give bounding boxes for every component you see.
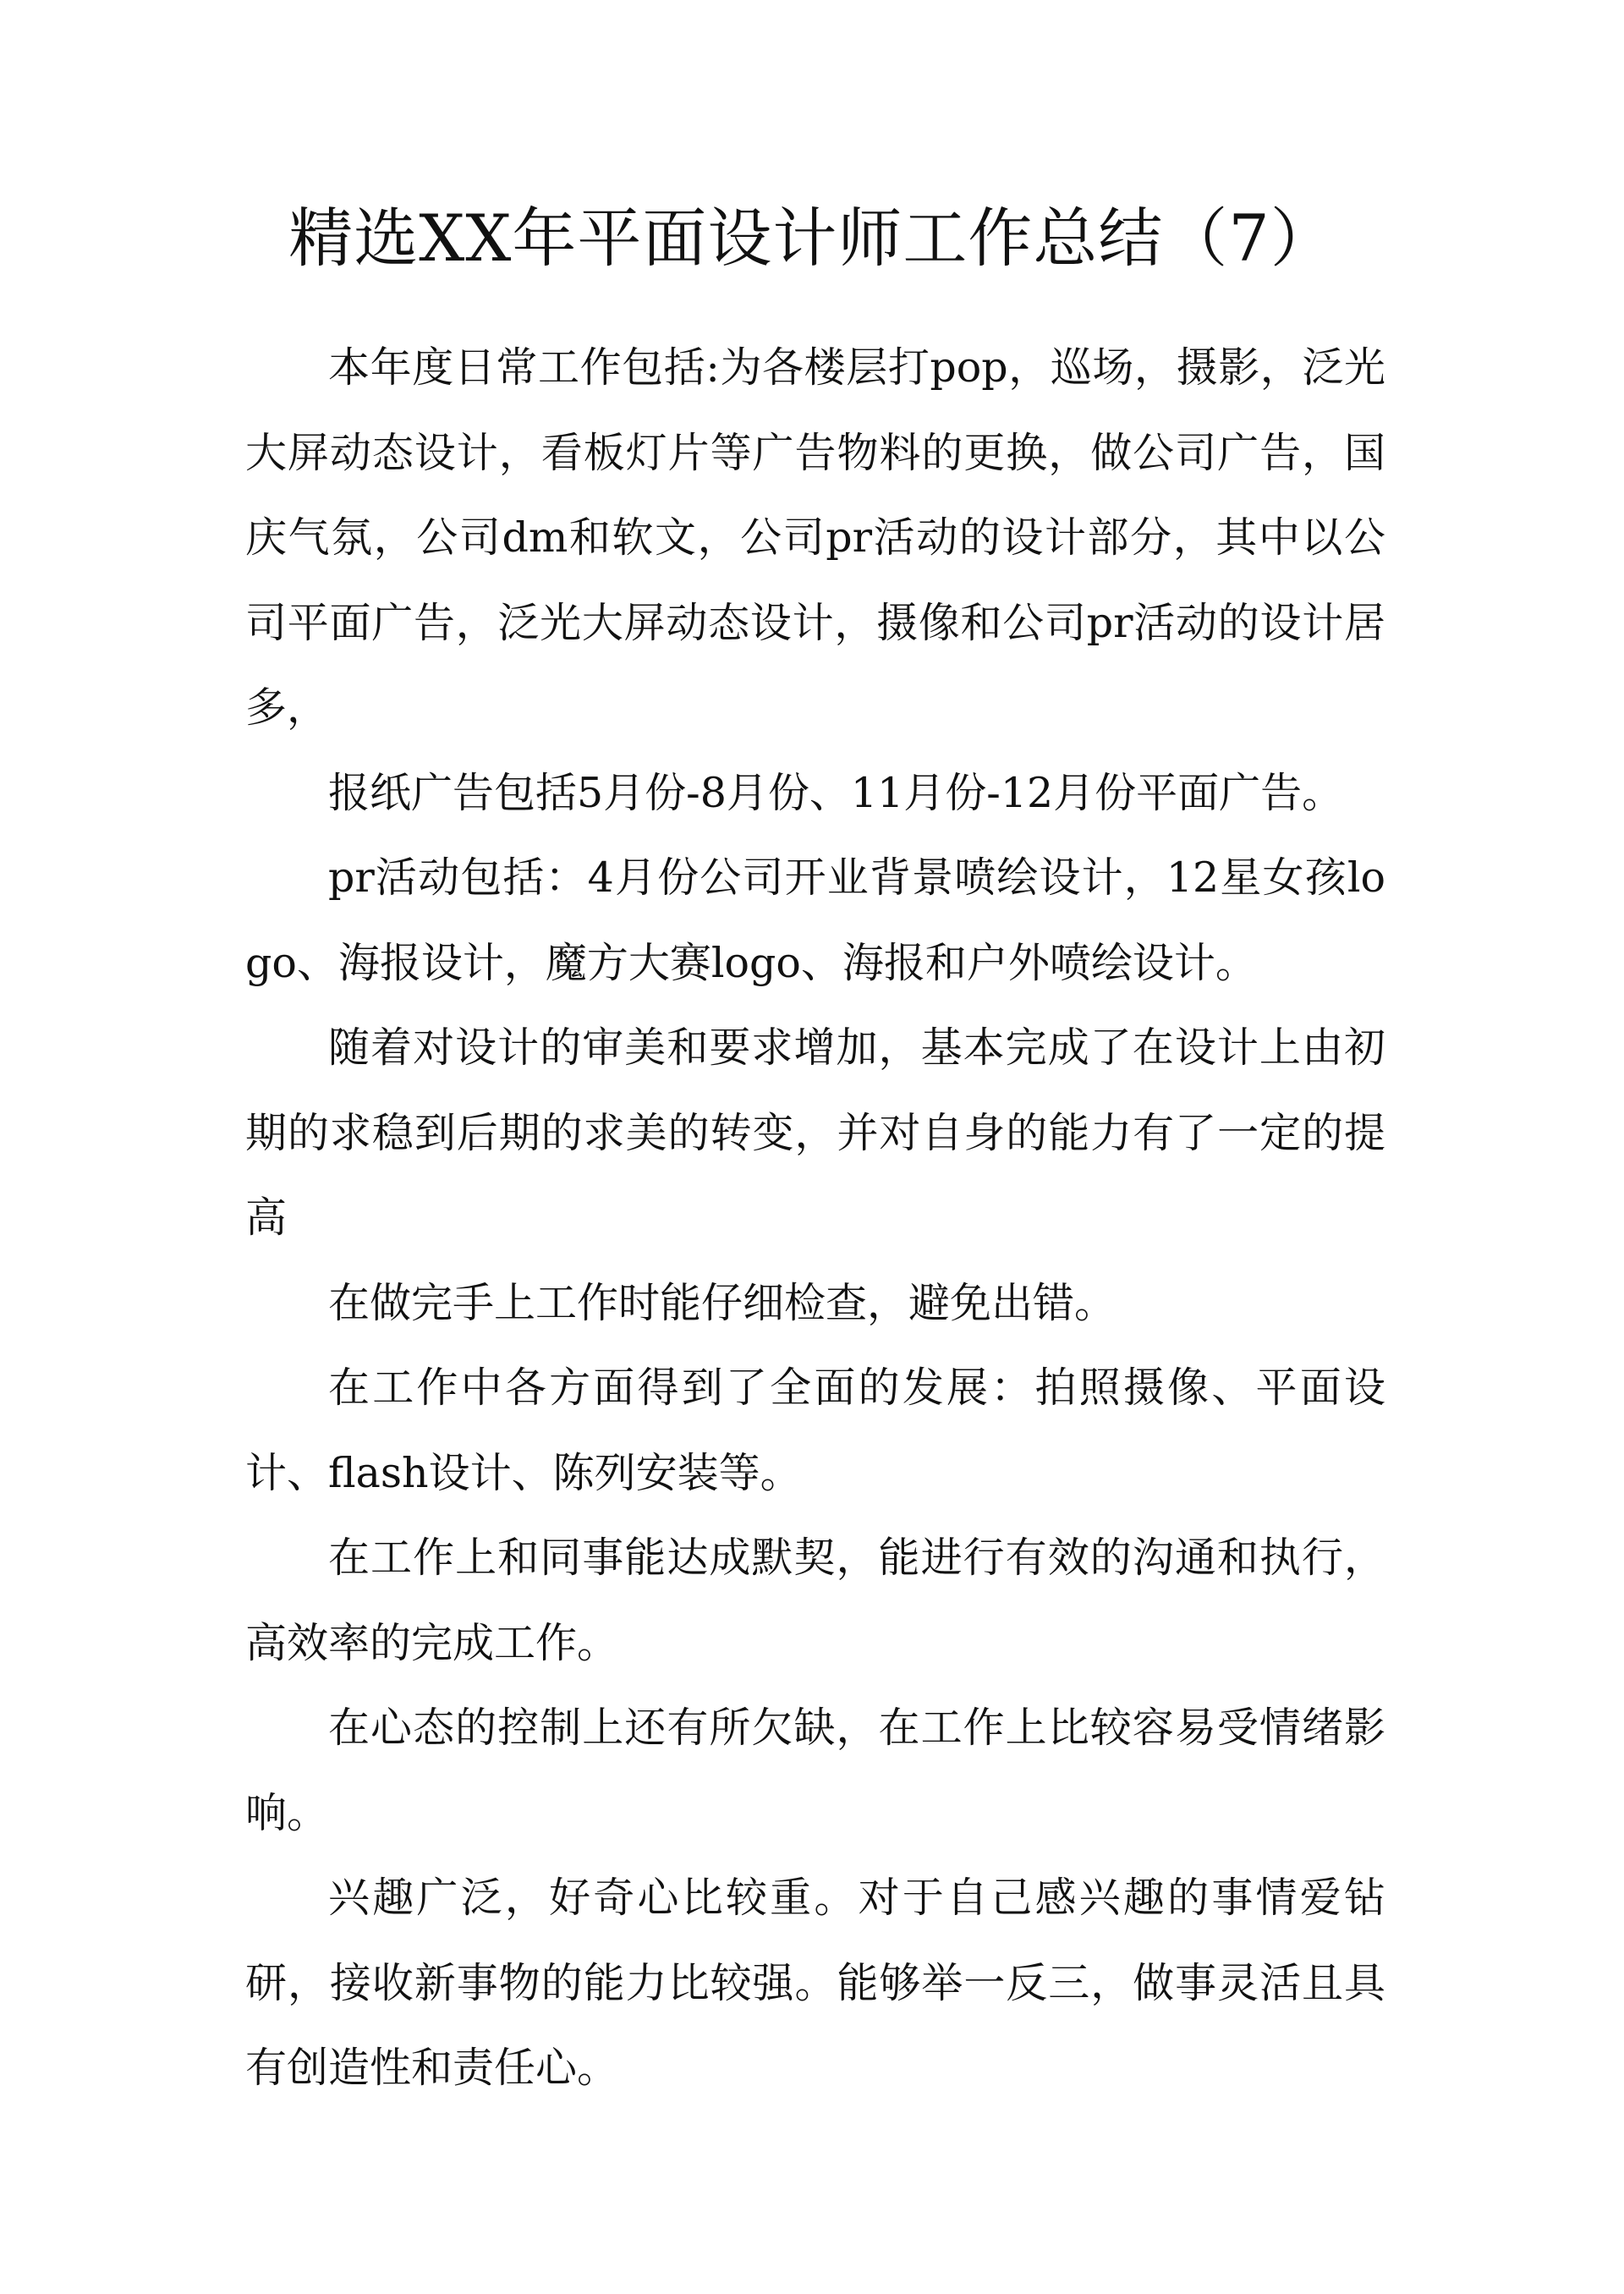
paragraph-daily-work: 本年度日常工作包括:为各楼层打pop，巡场，摄影，泛光大屏动态设计，看板灯片等广告物料的更换，做公司广告，国庆气氛，公司dm和软文，公司pr活动的设计部分，其中以公司平面广告，泛光大屏动态设计，摄像和公司pr活动的设计居多， [245, 343, 1385, 732]
paragraph-careful-check: 在做完手上工作时能仔细检查，避免出错。 [328, 1278, 1116, 1327]
paragraph-emotion-control: 在心态的控制上还有所欠缺，在工作上比较容易受情绪影响。 [245, 1704, 1385, 1837]
document-body [245, 326, 1385, 2111]
paragraph-interests: 兴趣广泛，好奇心比较重。对于自己感兴趣的事情爱钻研，接收新事物的能力比较强。能够举一反三，做事灵活且具有创造性和责任心。 [245, 1874, 1385, 2092]
document-title: 精选XX年平面设计师工作总结（7） [288, 200, 1336, 276]
paragraph-newspaper-ads: 报纸广告包括5月份-8月份、11月份-12月份平面广告。 [328, 768, 1344, 817]
paragraph-pr-activities: pr活动包括：4月份公司开业背景喷绘设计，12星女孩logo、海报设计，魔方大赛logo、海报和户外喷绘设计。 [245, 853, 1385, 987]
paragraph-design-improvement: 随着对设计的审美和要求增加，基本完成了在设计上由初期的求稳到后期的求美的转变，并对自身的能力有了一定的提高 [245, 1024, 1385, 1242]
paragraph-all-round-development: 在工作中各方面得到了全面的发展：拍照摄像、平面设计、flash设计、陈列安装等。 [245, 1364, 1385, 1497]
paragraph-teamwork: 在工作上和同事能达成默契，能进行有效的沟通和执行，高效率的完成工作。 [245, 1534, 1385, 1667]
